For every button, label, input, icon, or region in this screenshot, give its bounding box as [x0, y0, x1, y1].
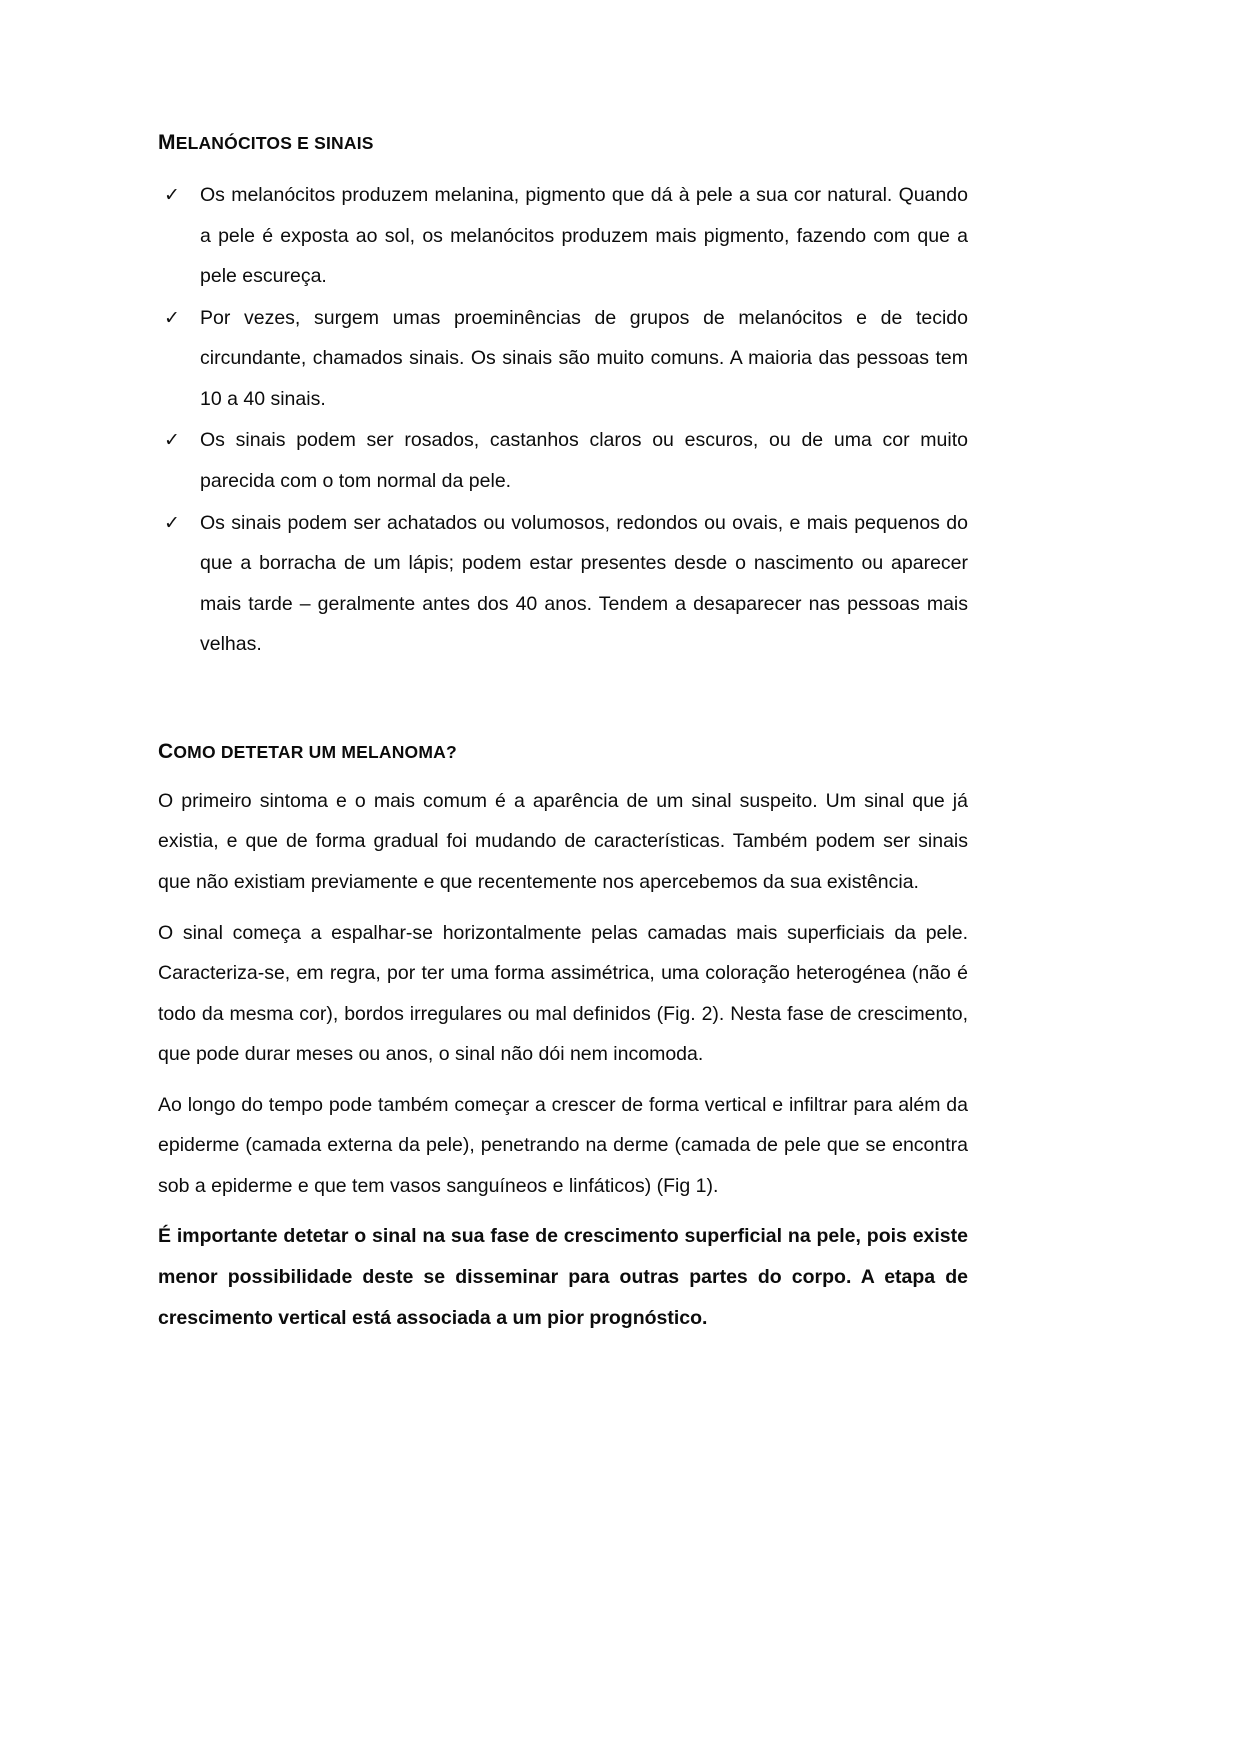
body-paragraph: Ao longo do tempo pode também começar a crescer de forma vertical e infiltrar para além da epiderme (camada externa da pele), penetrando na derme (camada de pele que se encontra sob a epiderme e que tem vasos sanguíneos e linfáticos) (Fig 1).: [158, 1093, 968, 1197]
body-paragraph: O primeiro sintoma e o mais comum é a aparência de um sinal suspeito. Um sinal que já existia, e que de forma gradual foi mudando de características. Também podem ser sinais que não existiam previamente e que recentemente nos apercebemos da sua existência.: [158, 789, 968, 894]
list-item: [158, 175, 968, 297]
check-icon: ✓: [164, 429, 180, 452]
list-item: [158, 420, 968, 501]
list-item: [158, 298, 968, 420]
check-list: [158, 175, 968, 665]
check-icon: ✓: [164, 511, 180, 534]
heading-initial-cap: C: [158, 739, 174, 763]
heading-text: OMO DETETAR UM MELANOMA?: [173, 741, 457, 762]
list-item-text: Os sinais podem ser achatados ou volumosos, redondos ou ovais, e mais pequenos do que a borracha de um lápis; podem estar presentes desde o nascimento ou aparecer mais tarde – geralmente antes dos 40 anos. Tendem a desaparecer nas pessoas mais velhas.: [200, 511, 968, 656]
list-item-text: Por vezes, surgem umas proeminências de grupos de melanócitos e de tecido circundante, chamados sinais. Os sinais são muito comuns. A maioria das pessoas tem 10 a 40 sinais.: [200, 306, 968, 410]
list-item-text: Os sinais podem ser rosados, castanhos claros ou escuros, ou de uma cor muito parecida com o tom normal da pele.: [200, 429, 968, 493]
list-item-text: Os melanócitos produzem melanina, pigmento que dá à pele a sua cor natural. Quando a pele é exposta ao sol, os melanócitos produzem mais pigmento, fazendo com que a pele escureça.: [200, 184, 968, 288]
check-icon: ✓: [164, 306, 180, 329]
heading-initial-cap: M: [158, 131, 176, 154]
list-item: [158, 503, 968, 665]
check-icon: ✓: [164, 184, 180, 207]
section-heading-como-detetar: [158, 739, 968, 764]
body-paragraph: O sinal começa a espalhar-se horizontalmente pelas camadas mais superficiais da pele. Caracteriza-se, em regra, por ter uma forma assimétrica, uma coloração heterogénea (não é todo da mesma cor), bordos irregulares ou mal definidos (Fig. 2). Nesta fase de crescimento, que pode durar meses ou anos, o sinal não dói nem incomoda.: [158, 921, 968, 1066]
document-content: [158, 130, 968, 1338]
section-heading-melanocitos: [158, 130, 968, 155]
heading-text: ELANÓCITOS E SINAIS: [175, 133, 374, 153]
body-paragraph-emphasis: É importante detetar o sinal na sua fase de crescimento superficial na pele, pois existe menor possibilidade deste se disseminar para outras partes do corpo. A etapa de crescimento vertical está associada a um pior prognóstico.: [158, 1225, 968, 1329]
